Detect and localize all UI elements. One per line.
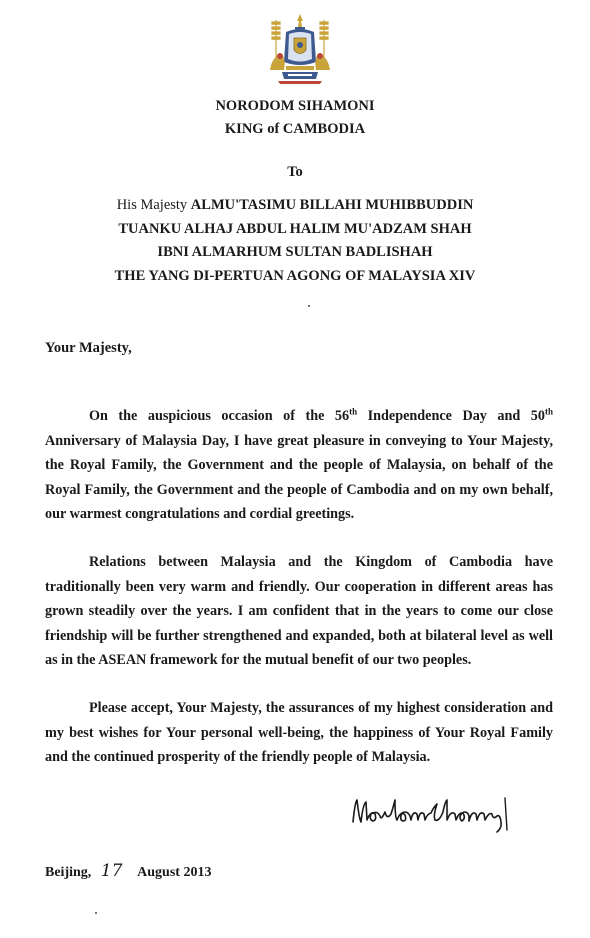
paragraph-1 (45, 404, 553, 527)
paragraph-1-part-2: Independence Day and 50 (357, 408, 545, 424)
speck (95, 912, 97, 914)
addressee-name: ALMU'TASIMU BILLAHI MUHIBBUDDIN (190, 197, 474, 213)
paragraph-3: Please accept, Your Majesty, the assurances of my highest consideration and my best wishes for Your personal well-being, the happiness of Your Royal Family and the continued prosperity of the friendly people of Malaysia. (45, 700, 553, 765)
ordinal-suffix: th (544, 406, 553, 417)
handwritten-signature (347, 788, 517, 838)
place: Beijing, (45, 865, 92, 880)
date-line (45, 861, 211, 881)
ordinal-suffix: th (349, 406, 358, 417)
addressee-line-2: TUANKU ALHAJ ABDUL HALIM MU'ADZAM SHAH (118, 220, 472, 237)
addressee-block (0, 194, 590, 288)
speck (308, 305, 310, 307)
paragraph-1-part-1: On the auspicious occasion of the 56 (89, 408, 350, 424)
to-label: To (287, 164, 303, 180)
addressee-honorific: His Majesty (116, 197, 191, 213)
sender-title: KING of CAMBODIA (224, 121, 366, 137)
salutation: Your Majesty, (45, 340, 132, 356)
addressee-line-1 (0, 194, 590, 218)
paragraph-1-part-3: Anniversary of Malaysia Day, I have great pleasure in conveying to Your Majesty, the Royal Family, the Government and the people of Malaysia, on behalf of the Royal Family, the Government and the people of Cambodia and on my own behalf, our warmest congratulations and cordial greetings. (45, 432, 553, 522)
month-year: August 2013 (137, 865, 212, 880)
handwritten-day: 17 (100, 861, 123, 881)
sender-name: NORODOM SIHAMONI (215, 98, 375, 114)
royal-coat-of-arms (262, 12, 338, 88)
addressee-line-3: IBNI ALMARHUM SULTAN BADLISHAH (157, 244, 433, 260)
addressee-line-4: THE YANG DI-PERTUAN AGONG OF MALAYSIA XIV (114, 267, 476, 284)
paragraph-2: Relations between Malaysia and the Kingdom of Cambodia have traditionally been very warm and friendly. Our cooperation in different areas has grown steadily over the years. I am confident that in the years to come our close friendship will be further strengthened and expanded, both at bilateral level as well as in the ASEAN framework for the mutual benefit of our two peoples. (45, 554, 553, 668)
